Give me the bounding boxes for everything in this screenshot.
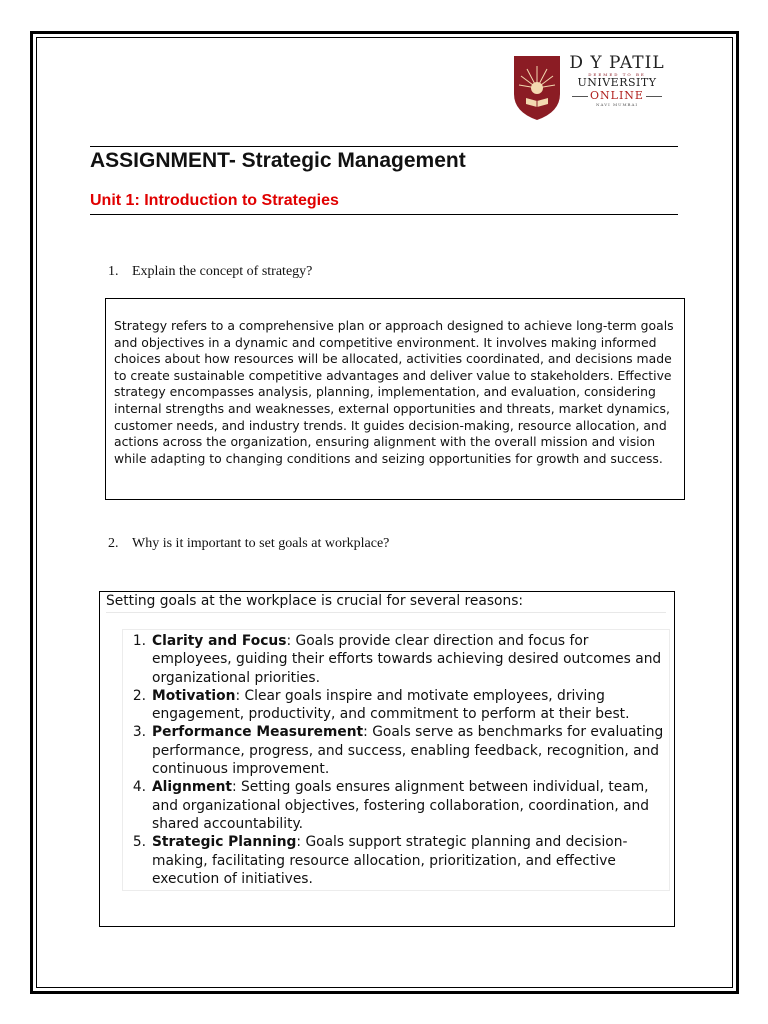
item-term: Alignment: [152, 779, 232, 796]
item-term: Performance Measurement: [152, 724, 364, 741]
logo-university: UNIVERSITY: [577, 76, 657, 89]
list-item: 5. Strategic Planning: Goals support strategic planning and decision-making, facilitating resource allocation, prioritization, and effective execution of initiatives.: [132, 834, 628, 887]
rule-top: [90, 146, 678, 147]
question-number: 1.: [108, 264, 119, 279]
question-2: [108, 536, 389, 552]
question-text: Explain the concept of strategy?: [132, 264, 313, 279]
list-item: 3. Performance Measurement: Goals serve as benchmarks for evaluating performance, progress, and success, enabling feedback, recognition, and continuous improvement.: [132, 724, 664, 778]
answer-intro: Setting goals at the workplace is crucial for several reasons:: [106, 593, 666, 613]
page-title: ASSIGNMENT- Strategic Management: [90, 149, 466, 172]
rule-bottom: [90, 214, 678, 215]
logo-online: ONLINE: [567, 89, 667, 102]
answer-box-1: [105, 298, 685, 500]
answer-box-2: [99, 591, 675, 927]
reasons-list: [122, 629, 670, 891]
logo-location: NAVI MUMBAI: [596, 102, 638, 107]
item-desc: : Goals provide clear direction and focus for employees, guiding their efforts towards achieving desired outcomes and organizational priorities.: [152, 633, 662, 686]
unit-heading: Unit 1: Introduction to Strategies: [90, 192, 339, 209]
question-1: [108, 264, 312, 280]
list-item: 4. Alignment: Setting goals ensures alignment between individual, team, and organizational objectives, fostering collaboration, coordination, and shared accountability.: [132, 779, 650, 832]
list-item: 2. Motivation: Clear goals inspire and motivate employees, driving engagement, productivity, and commitment to perform at their best.: [132, 687, 630, 723]
question-number: 2.: [108, 536, 119, 551]
logo-tagline: DEEMED TO BE: [588, 72, 646, 77]
university-logo: [511, 52, 676, 124]
item-desc: : Setting goals ensures alignment between individual, team, and organizational objectives, fostering collaboration, coordination, and shared accountability.: [152, 779, 650, 832]
item-term: Strategic Planning: [152, 834, 297, 851]
answer-text: Strategy refers to a comprehensive plan or approach designed to achieve long-term goals and objectives in a dynamic and competitive environment. It involves making informed choices about how resources will be allocated, activities coordinated, and decisions made to create sustainable competitive advantages and deliver value to stakeholders. Effective strategy encompasses analysis, planning, implementation, and evaluation, considering internal strengths and weaknesses, external opportunities and threats, market dynamics, customer needs, and industry trends. It guides decision-making, resource allocation, and actions across the organization, ensuring alignment with the overall mission and vision while adapting to changing conditions and seizing opportunities for growth and success.: [114, 318, 674, 466]
item-desc: : Clear goals inspire and motivate employees, driving engagement, productivity, and commitment to perform at their best.: [152, 687, 630, 723]
question-text: Why is it important to set goals at workplace?: [132, 536, 390, 551]
shield-emblem-icon: [511, 52, 563, 122]
item-term: Clarity and Focus: [152, 633, 287, 649]
list-item: 1. Clarity and Focus: Goals provide clear direction and focus for employees, guiding their efforts towards achieving desired outcomes and organizational priorities.: [132, 633, 662, 686]
item-term: Motivation: [152, 687, 236, 704]
item-desc: : Goals serve as benchmarks for evaluating performance, progress, and success, enabling feedback, recognition, and continuous improvement.: [152, 724, 664, 778]
logo-name: D Y PATIL: [569, 53, 665, 73]
item-desc: : Goals support strategic planning and decision-making, facilitating resource allocation, prioritization, and effective execution of initiatives.: [152, 834, 628, 887]
